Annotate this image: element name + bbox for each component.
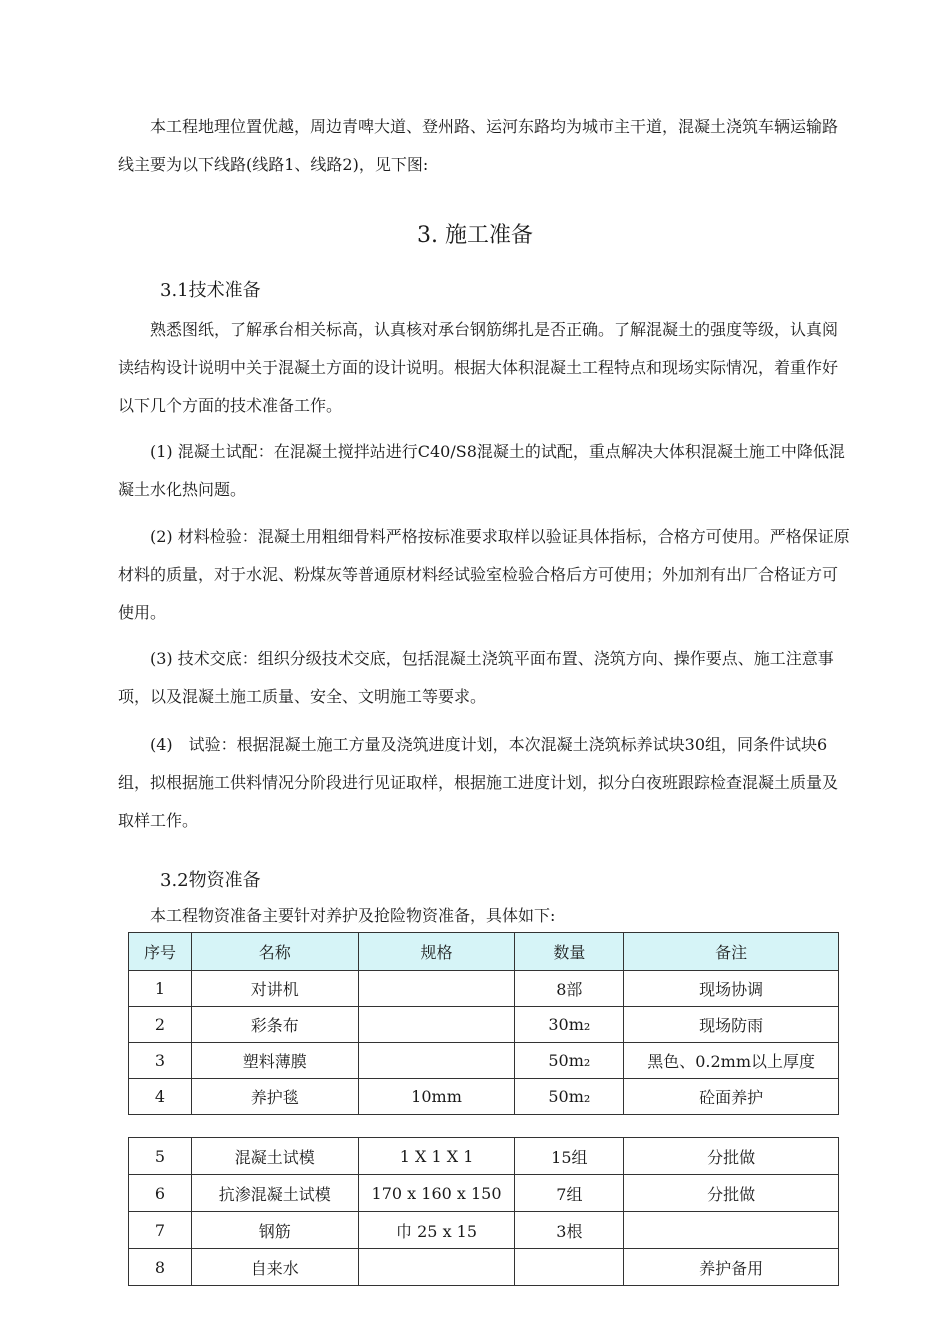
table-cell: 塑料薄膜	[191, 1043, 358, 1079]
table-row	[129, 1007, 839, 1043]
table-cell	[358, 1249, 515, 1286]
table-cell: 170 x 160 x 150	[358, 1175, 515, 1212]
intro-paragraph: 本工程地理位置优越，周边青啤大道、登州路、运河东路均为城市主干道，混凝土浇筑车辆运输路线主要为以下线路(线路1、线路2)，见下图:	[118, 117, 839, 174]
table-cell: 30m₂	[515, 1007, 624, 1043]
table-cell	[358, 971, 515, 1007]
table-cell	[358, 1043, 515, 1079]
subsection-heading-tech: 3.1技术准备	[160, 280, 261, 301]
table-cell	[515, 1249, 624, 1286]
table-cell: 7	[129, 1212, 192, 1249]
table-cell: 50m₂	[515, 1079, 624, 1115]
tech-paragraph-4: (3) 技术交底：组织分级技术交底，包括混凝土浇筑平面布置、浇筑方向、操作要点、施工注意事项，以及混凝土施工质量、安全、文明施工等要求。	[118, 649, 834, 706]
materials-intro: 本工程物资准备主要针对养护及抢险物资准备，具体如下:	[118, 906, 556, 925]
table-row	[129, 971, 839, 1007]
table-cell: 现场协调	[624, 971, 839, 1007]
table-cell: 混凝土试模	[191, 1138, 358, 1175]
table-cell: 钢筋	[191, 1212, 358, 1249]
materials-table-part2	[128, 1137, 839, 1286]
table-cell	[624, 1212, 839, 1249]
header-remark: 备注	[624, 933, 839, 971]
table-cell: 7组	[515, 1175, 624, 1212]
header-quantity: 数量	[515, 933, 624, 971]
table-cell: 分批做	[624, 1175, 839, 1212]
table-cell: 养护毯	[191, 1079, 358, 1115]
table-header-row	[129, 933, 839, 971]
tech-paragraph-1: 熟悉图纸，了解承台相关标高，认真核对承台钢筋绑扎是否正确。了解混凝土的强度等级，认真阅读结构设计说明中关于混凝土方面的设计说明。根据大体积混凝土工程特点和现场实际情况，着重作好以下几个方面的技术准备工作。	[118, 320, 839, 415]
tech-paragraph-5: (4) 试验：根据混凝土施工方量及浇筑进度计划，本次混凝土浇筑标养试块30组，同条件试块6组，拟根据施工供料情况分阶段进行见证取样，根据施工进度计划，拟分白夜班跟踪检查混凝土质量及取样工作。	[118, 735, 839, 830]
table-cell: 3根	[515, 1212, 624, 1249]
table-cell: 3	[129, 1043, 192, 1079]
subsection-heading-materials: 3.2物资准备	[160, 870, 261, 891]
tech-paragraph-3: (2) 材料检验：混凝土用粗细骨料严格按标准要求取样以验证具体指标，合格方可使用。严格保证原材料的质量，对于水泥、粉煤灰等普通原材料经试验室检验合格后方可使用；外加剂有出厂合格证方可使用。	[118, 527, 850, 622]
table-cell: 8部	[515, 971, 624, 1007]
table-cell: 自来水	[191, 1249, 358, 1286]
table-row	[129, 1249, 839, 1286]
table-cell: 6	[129, 1175, 192, 1212]
tech-paragraph-2: (1) 混凝土试配：在混凝土搅拌站进行C40/S8混凝土的试配，重点解决大体积混凝土施工中降低混凝土水化热问题。	[118, 442, 845, 499]
table-cell: 5	[129, 1138, 192, 1175]
table-cell: 黑色、0.2mm以上厚度	[624, 1043, 839, 1079]
table-cell: 8	[129, 1249, 192, 1286]
table-cell: 养护备用	[624, 1249, 839, 1286]
table-cell: 分批做	[624, 1138, 839, 1175]
table-row	[129, 1212, 839, 1249]
table-row	[129, 1079, 839, 1115]
table-cell: 1	[129, 971, 192, 1007]
table-cell: 对讲机	[191, 971, 358, 1007]
table-row	[129, 1175, 839, 1212]
table-cell: 现场防雨	[624, 1007, 839, 1043]
table-cell: 4	[129, 1079, 192, 1115]
table-row	[129, 1138, 839, 1175]
table-cell: 2	[129, 1007, 192, 1043]
table-row	[129, 1043, 839, 1079]
table-cell: 1 X 1 X 1	[358, 1138, 515, 1175]
table-cell: 50m₂	[515, 1043, 624, 1079]
table-cell	[358, 1007, 515, 1043]
header-spec: 规格	[358, 933, 515, 971]
table-cell: 砼面养护	[624, 1079, 839, 1115]
table-cell: 15组	[515, 1138, 624, 1175]
table-cell: 10mm	[358, 1079, 515, 1115]
materials-table-part1	[128, 932, 839, 1115]
table-cell: 彩条布	[191, 1007, 358, 1043]
section-heading: 3. 施工准备	[417, 223, 533, 248]
table-cell: 巾 25 x 15	[358, 1212, 515, 1249]
table-cell: 抗渗混凝土试模	[191, 1175, 358, 1212]
header-name: 名称	[191, 933, 358, 971]
header-index: 序号	[129, 933, 192, 971]
